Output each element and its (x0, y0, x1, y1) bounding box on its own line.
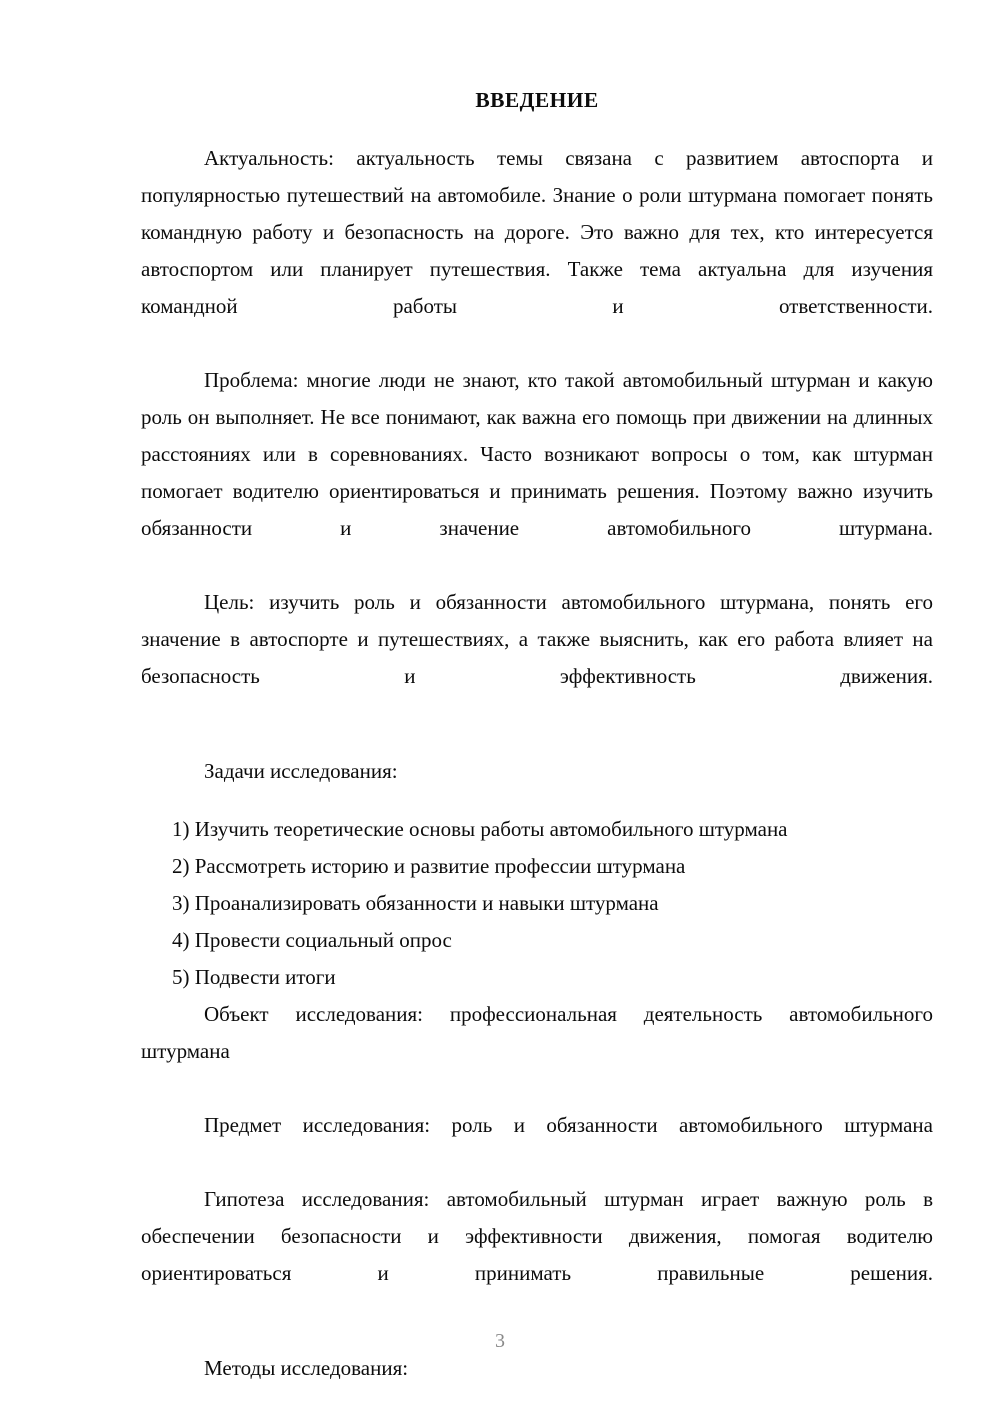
list-item: 4) Провести социальный опрос (172, 927, 452, 952)
paragraph-hypothesis: Гипотеза исследования: автомобильный штурман играет важную роль в обеспечении безопасности и эффективности движения, помогая водителю ориентироваться и принимать правильные решения. (141, 1186, 933, 1285)
document-body (141, 88, 933, 1408)
methods-heading: Методы исследования: (204, 1355, 409, 1380)
page-number: 3 (495, 1330, 505, 1352)
paragraph-subject: Предмет исследования: роль и обязанности автомобильного штурмана (204, 1112, 933, 1137)
list-item: 2) Рассмотреть историю и развитие профессии штурмана (172, 853, 686, 878)
tasks-list (141, 811, 933, 996)
paragraph-problem: Проблема: многие люди не знают, кто такой автомобильный штурман и какую роль он выполняет. Не все понимают, как важна его помощь при движении на длинных расстояниях или в соревнованиях. Часто возникают вопросы о том, как штурман помогает водителю ориентироваться и принимать решения. Поэтому важно изучить обязанности и значение автомобильного штурмана. (141, 367, 933, 540)
list-item: 3) Проанализировать обязанности и навыки штурмана (172, 890, 659, 915)
paragraph-object: Объект исследования: профессиональная деятельность автомобильного штурмана (141, 1001, 933, 1063)
paragraph-relevance: Актуальность: актуальность темы связана с развитием автоспорта и популярностью путешествий на автомобиле. Знание о роли штурмана помогает понять командную работу и безопасность на дороге. Это важно для тех, кто интересуется автоспортом или планирует путешествия. Также тема актуальна для изучения командной работы и ответственности. (141, 145, 933, 318)
tasks-heading: Задачи исследования: (204, 758, 398, 783)
paragraph-goal: Цель: изучить роль и обязанности автомобильного штурмана, понять его значение в автоспорте и путешествиях, а также выяснить, как его работа влияет на безопасность и эффективность движения. (141, 589, 933, 688)
page-title: ВВЕДЕНИЕ (475, 88, 599, 112)
list-item: 5) Подвести итоги (172, 964, 336, 989)
list-item: 1) Изучить теоретические основы работы автомобильного штурмана (172, 816, 788, 841)
